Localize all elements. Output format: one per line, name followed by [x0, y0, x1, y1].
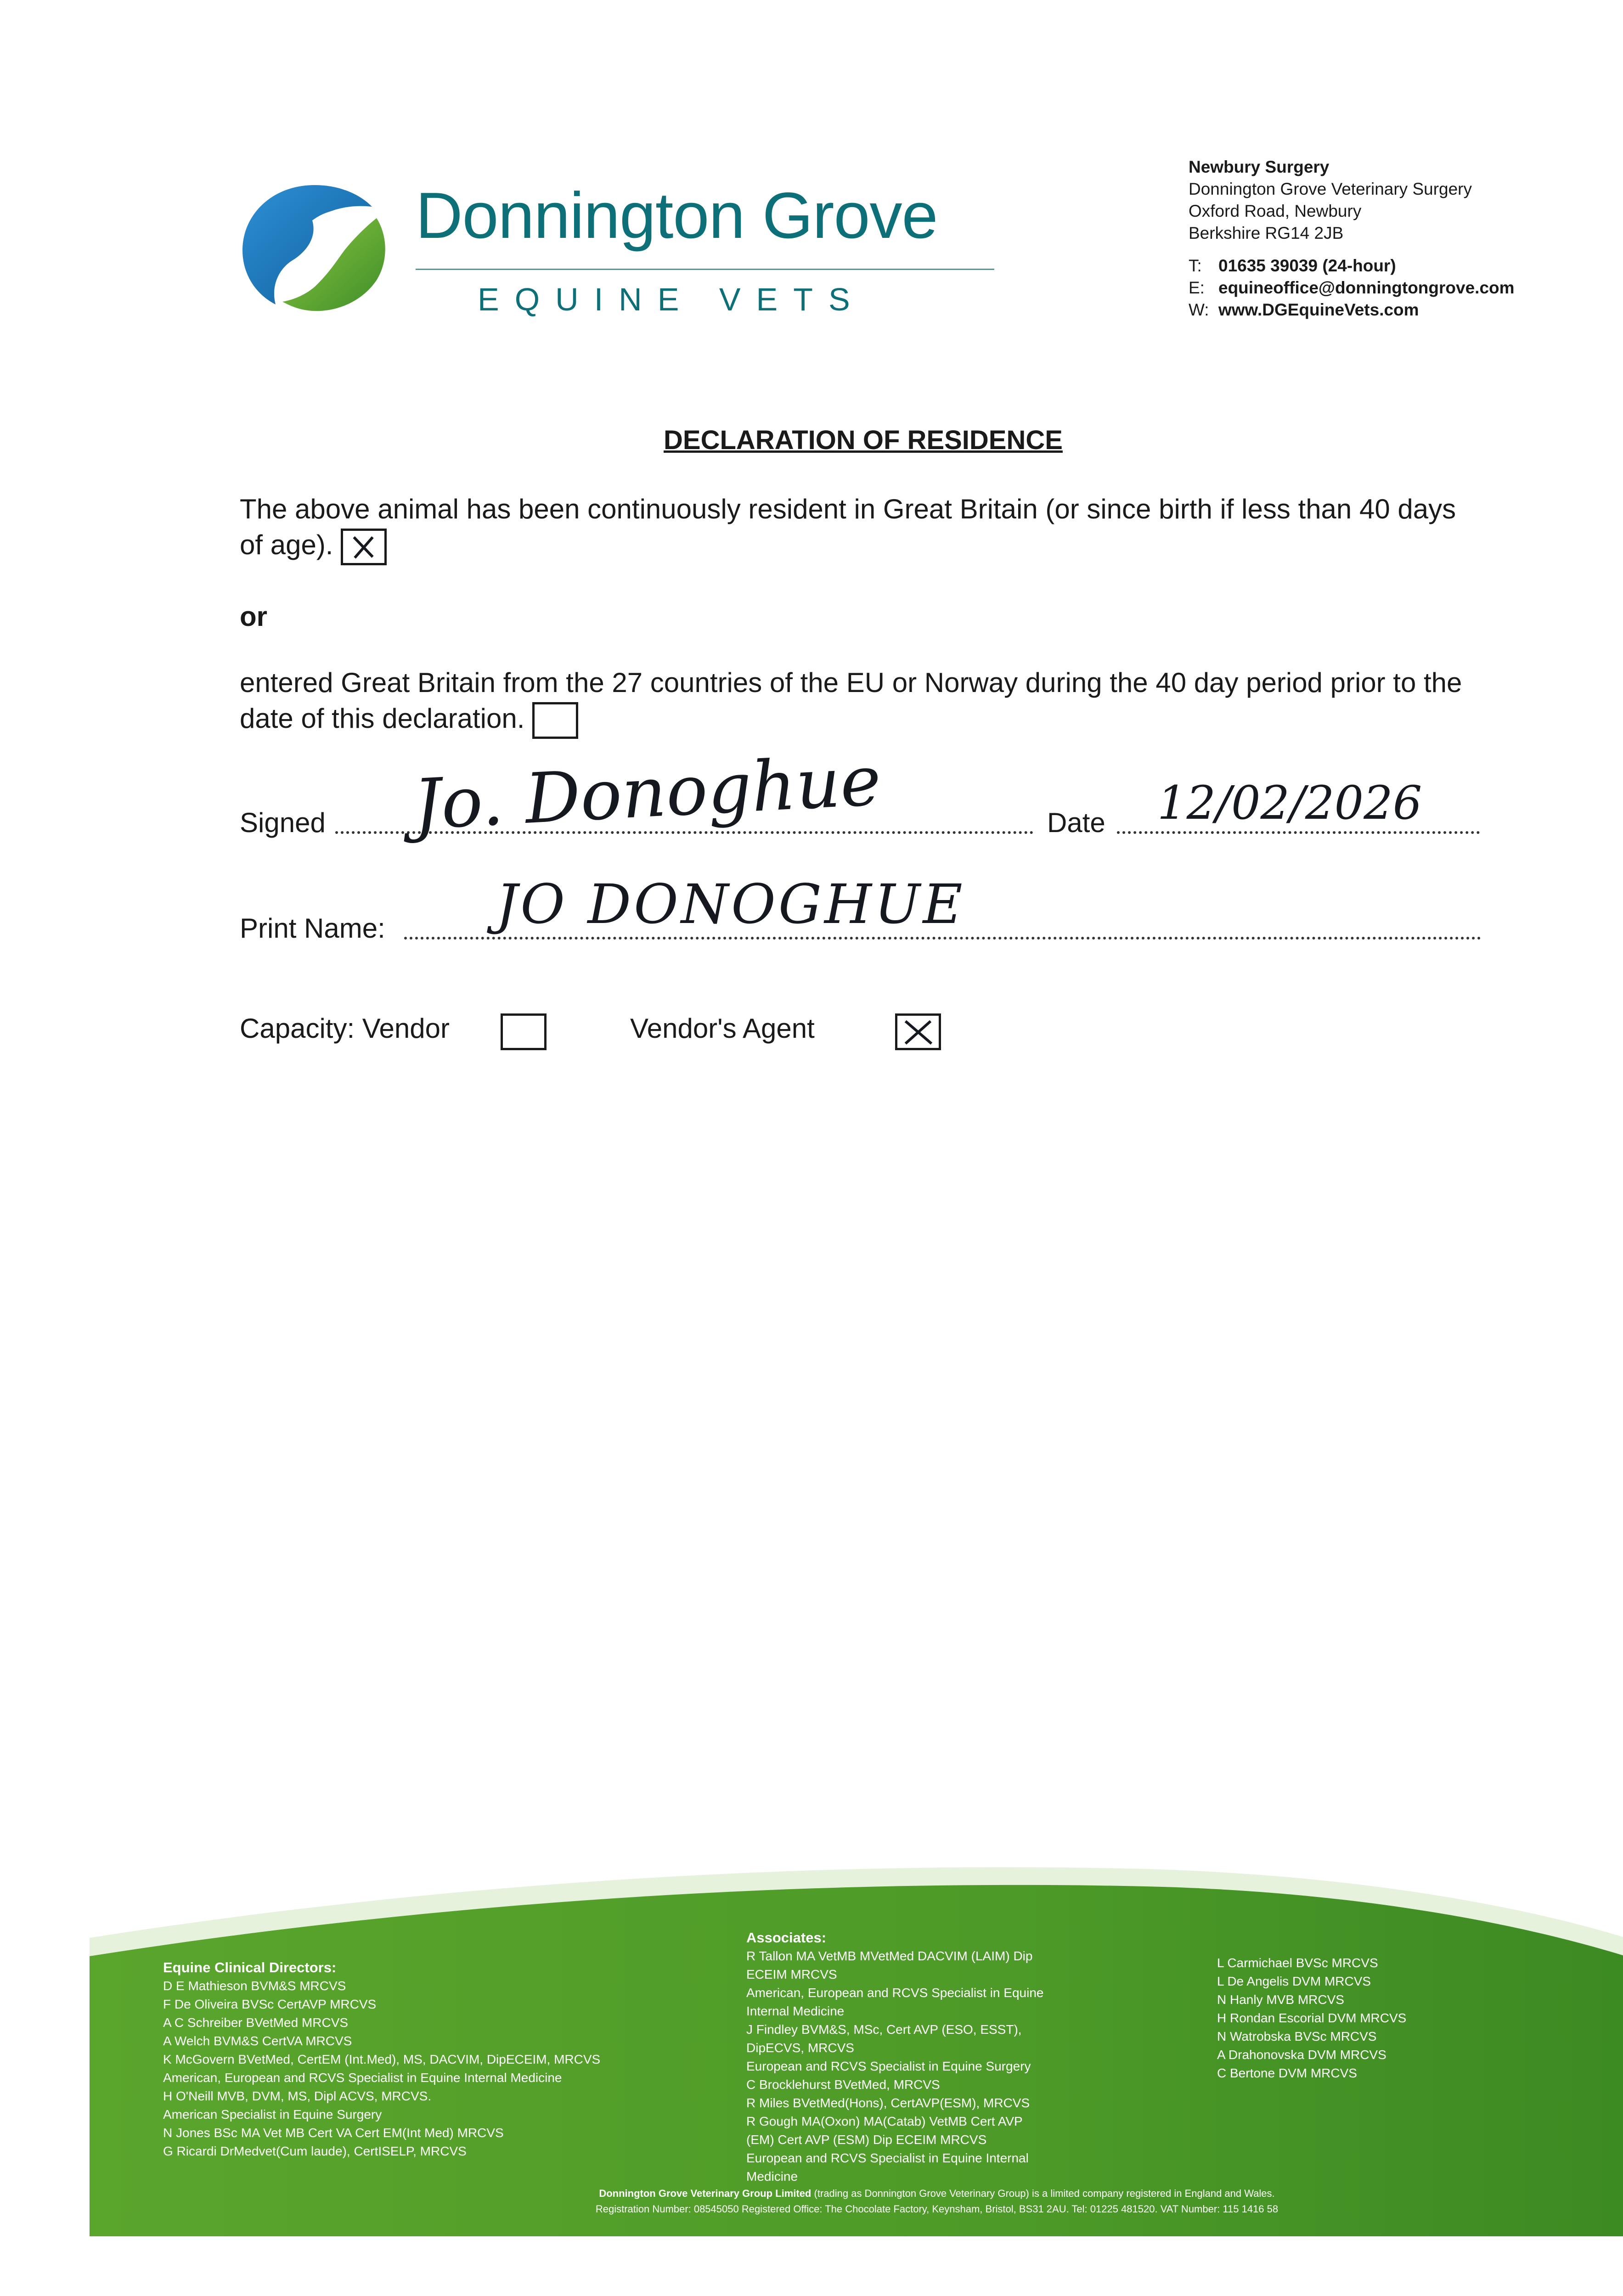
declaration-option-entered: [240, 665, 1480, 739]
option-text: The above animal has been continuously resident in Great Britain (or since birth if less than 40 days of age).: [240, 494, 1456, 560]
capacity-vendor-label: Capacity: Vendor: [240, 1013, 450, 1044]
registration-details: Registration Number: 08545050 Registered Office: The Chocolate Factory, Keynsham, Bristol, BS31 2AU. Tel: 01225 481520. VAT Number: 115 1416 58: [595, 2203, 1279, 2215]
associates-column-2: [1217, 1954, 1538, 2082]
director-line: F De Oliveira BVSc CertAVP MRCVS: [163, 1997, 377, 2011]
director-line: A Welch BVM&S CertVA MRCVS: [163, 2034, 352, 2048]
associate-line: DipECVS, MRCVS: [746, 2041, 854, 2055]
associate-line: H Rondan Escorial DVM MRCVS: [1217, 2011, 1407, 2025]
director-line: H O'Neill MVB, DVM, MS, Dipl ACVS, MRCVS.: [163, 2089, 432, 2103]
associate-line: Internal Medicine: [746, 2004, 845, 2018]
signature[interactable]: Jo. Donoghue: [411, 741, 883, 845]
cross-mark-icon: [900, 1019, 936, 1046]
associate-line: European and RCVS Specialist in Equine Surgery: [746, 2059, 1031, 2073]
checkbox-vendors-agent[interactable]: [895, 1013, 941, 1050]
website-url: www.DGEquineVets.com: [1218, 300, 1419, 319]
logo-icon: [239, 181, 390, 315]
directors-column: [163, 1958, 737, 2161]
contact-block: [1189, 255, 1515, 321]
contact-key: E:: [1189, 278, 1205, 297]
date-label: Date: [1047, 807, 1105, 838]
director-line: American Specialist in Equine Surgery: [163, 2107, 382, 2122]
associate-line: C Brocklehurst BVetMed, MRCVS: [746, 2077, 940, 2092]
associate-line: A Drahonovska DVM MRCVS: [1217, 2048, 1386, 2062]
email-address: equineoffice@donningtongrove.com: [1218, 278, 1515, 297]
print-name-label: Print Name:: [240, 913, 385, 944]
associate-line: L Carmichael BVSc MRCVS: [1217, 1956, 1378, 1970]
associate-line: R Miles BVetMed(Hons), CertAVP(ESM), MRCVS: [746, 2096, 1030, 2110]
director-line: K McGovern BVetMed, CertEM (Int.Med), MS, DACVIM, DipECEIM, MRCVS: [163, 2052, 601, 2066]
checkbox-entered[interactable]: [532, 702, 578, 739]
associate-line: ECEIM MRCVS: [746, 1967, 837, 1981]
document-title: DECLARATION OF RESIDENCE: [664, 425, 1063, 455]
date-value[interactable]: 12/02/2026: [1157, 776, 1422, 830]
address-line: Donnington Grove Veterinary Surgery: [1189, 180, 1472, 198]
associate-line: C Bertone DVM MRCVS: [1217, 2066, 1357, 2080]
print-name-value[interactable]: JO DONOGHUE: [496, 872, 965, 936]
cross-mark-icon: [346, 534, 382, 561]
print-name-line: [404, 937, 1481, 940]
surgery-name: Newbury Surgery: [1189, 158, 1330, 176]
director-line: N Jones BSc MA Vet MB Cert VA Cert EM(Int Med) MRCVS: [163, 2126, 504, 2140]
associate-line: R Tallon MA VetMB MVetMed DACVIM (LAIM) Dip: [746, 1949, 1033, 1963]
company-name: Donnington Grove Veterinary Group Limited: [599, 2188, 812, 2199]
checkbox-vendor[interactable]: [501, 1013, 547, 1050]
company-status: (trading as Donnington Grove Veterinary Group) is a limited company registered in England and Wales.: [814, 2188, 1275, 2199]
associates-heading: Associates:: [746, 1930, 827, 1946]
date-line: [1117, 831, 1480, 834]
signed-label: Signed: [240, 807, 326, 838]
director-line: G Ricardi DrMedvet(Cum laude), CertISELP, MRCVS: [163, 2144, 467, 2158]
brand-name: Donnington Grove: [416, 179, 938, 252]
director-line: D E Mathieson BVM&S MRCVS: [163, 1979, 346, 1993]
option-text: entered Great Britain from the 27 countries of the EU or Norway during the 40 day period prior to the date of this declaration.: [240, 667, 1462, 734]
associate-line: American, European and RCVS Specialist in Equine: [746, 1986, 1044, 2000]
associate-line: N Hanly MVB MRCVS: [1217, 1992, 1344, 2007]
director-line: A C Schreiber BVetMed MRCVS: [163, 2015, 349, 2030]
brand-subtitle: EQUINE VETS: [478, 281, 866, 317]
contact-key: T:: [1189, 256, 1202, 275]
checkbox-resident[interactable]: [341, 529, 387, 565]
brand-divider: [416, 269, 994, 270]
associates-column: [746, 1929, 1118, 2186]
associate-line: J Findley BVM&S, MSc, Cert AVP (ESO, ESST),: [746, 2022, 1022, 2037]
legal-notice: [450, 2186, 1424, 2217]
vendors-agent-label: Vendor's Agent: [630, 1013, 815, 1044]
contact-key: W:: [1189, 300, 1209, 319]
phone-number: 01635 39039 (24-hour): [1218, 256, 1396, 275]
or-separator: or: [240, 601, 267, 632]
associate-line: Medicine: [746, 2169, 798, 2183]
associate-line: N Watrobska BVSc MRCVS: [1217, 2029, 1377, 2043]
associate-line: (EM) Cert AVP (ESM) Dip ECEIM MRCVS: [746, 2133, 987, 2147]
associate-line: European and RCVS Specialist in Equine Internal: [746, 2151, 1029, 2165]
surgery-address: [1189, 156, 1472, 244]
directors-heading: Equine Clinical Directors:: [163, 1959, 337, 1975]
associate-line: L De Angelis DVM MRCVS: [1217, 1974, 1371, 1988]
address-line: Berkshire RG14 2JB: [1189, 224, 1344, 242]
director-line: American, European and RCVS Specialist in Equine Internal Medicine: [163, 2071, 562, 2085]
address-line: Oxford Road, Newbury: [1189, 202, 1362, 220]
associate-line: R Gough MA(Oxon) MA(Catab) VetMB Cert AVP: [746, 2114, 1023, 2128]
declaration-option-resident: [240, 491, 1480, 565]
